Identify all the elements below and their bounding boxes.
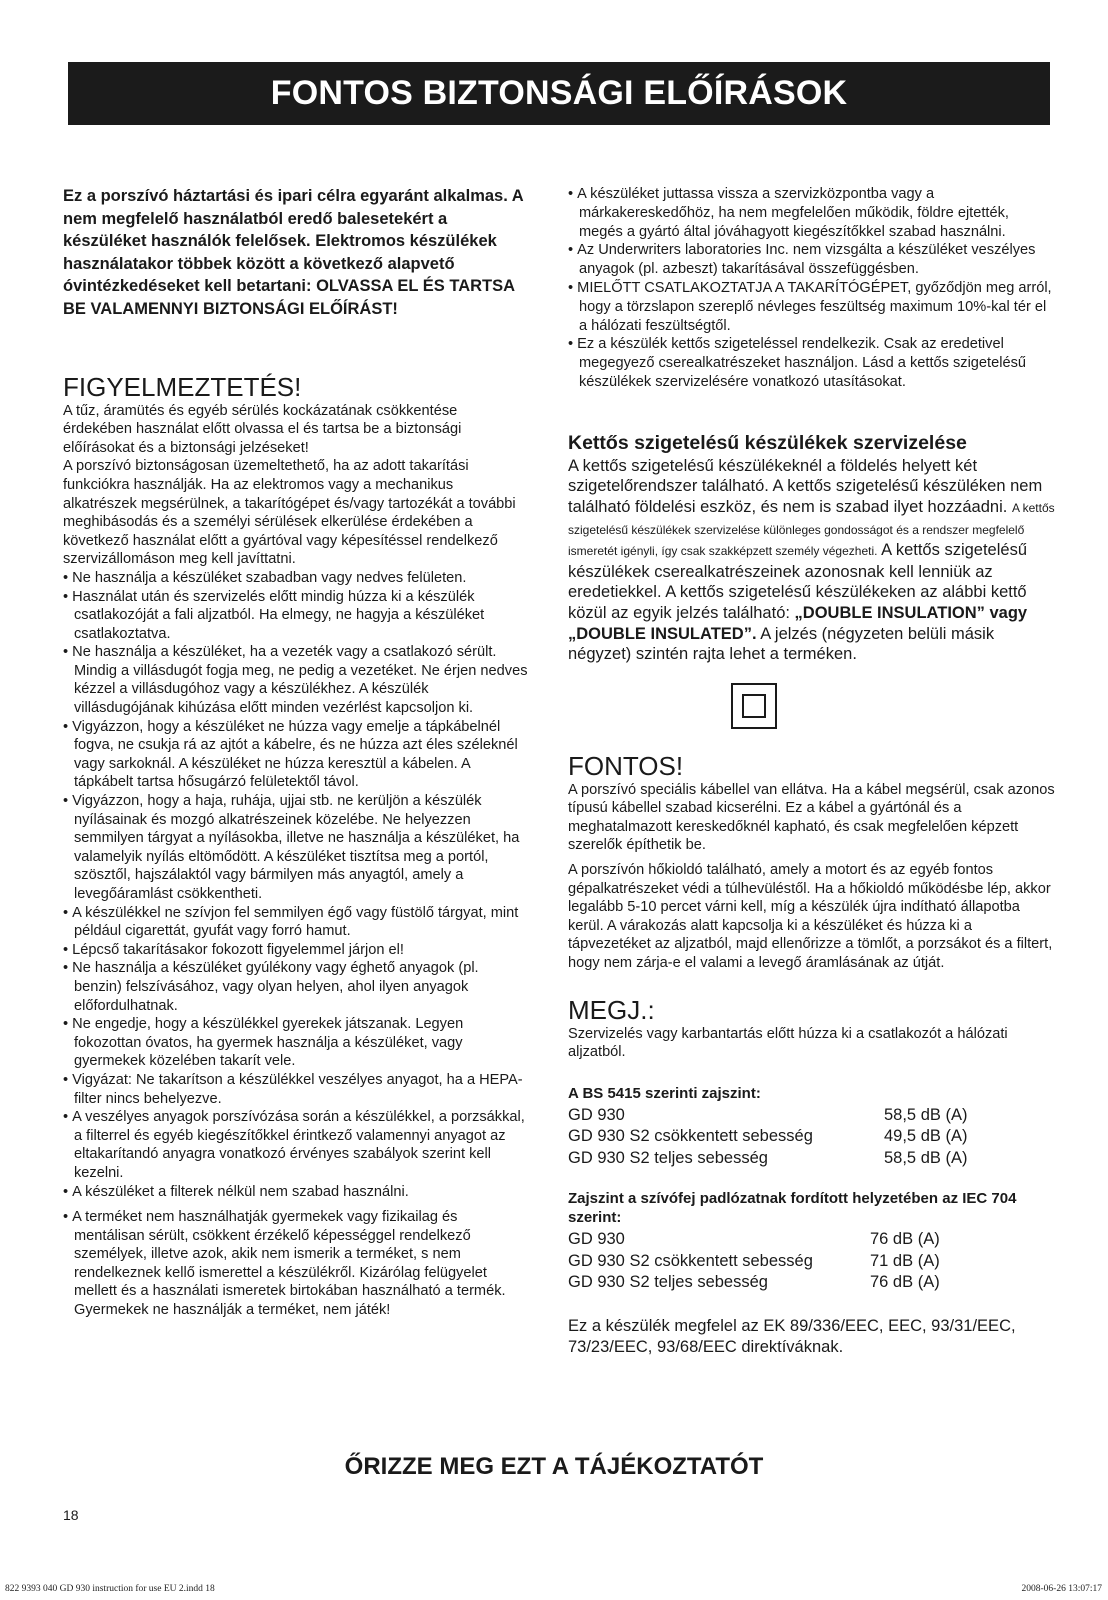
print-slug-date: 2008-06-26 13:07:17 xyxy=(1021,1584,1102,1594)
noise-value: 71 dB (A) xyxy=(870,1251,940,1270)
intro-paragraph: Ez a porszívó háztartási és ipari célra egyaránt alkalmas. A nem megfelelő használatból eredő balesetekért a készüléket használók felelősek. Elektromos készülékek használatakor többek között a következő alapvető óvintézkedéseket kell betartani: OLVASSA EL ÉS TARTSA BE VALAMENNYI BIZTONSÁGI ELŐÍRÁST! xyxy=(63,187,524,318)
warning-paragraph-2: A porszívó biztonságosan üzemeltethető, ha az adott takarítási funkciókra használják. Ha az elektromos vagy a mechanikus alkatrészek megsérülnek, a takarítógépet és/vagy tartozékát a további meghibásodás és a személyi sérülések elkerülése érdekében a következő használat előtt a gyártóval vagy képesítéssel rendelkező szervizállomáson meg kell javíttatni. xyxy=(63,458,516,568)
noise-model: GD 930 S2 csökkentett sebesség xyxy=(568,1251,813,1270)
warning-bullet: • Ne engedje, hogy a készülékkel gyerekek játszanak. Legyen fokozottan óvatos, ha gyermek használja a készüléket, vagy gyermekek közelében takarít vele. xyxy=(63,1015,530,1071)
warning-bullet: • Használat után és szervizelés előtt mindig húzza ki a készülék csatlakozóját a fali aljzatból. Ha elmegy, ne hagyja a készüléket csatlakoztatva. xyxy=(63,588,530,644)
right-bullet: • MIELŐTT CSATLAKOZTATJA A TAKARÍTÓGÉPET, győződjön meg arról, hogy a törzslapon szereplő névleges feszültség maximum 10%-kal tér el a hálózati feszültségtől. xyxy=(568,279,1056,335)
noise-model: GD 930 S2 teljes sebesség xyxy=(568,1273,768,1292)
noise-row xyxy=(568,1105,988,1127)
warning-bullet: • A veszélyes anyagok porszívózása során a készülékkel, a porzsákkal, a filterrel és egyéb kiegészítőkkel érintkező valamennyi anyagot az eltakarítandó anyagra vonatkozó érvényes szabályok szerint kell kezelni. xyxy=(63,1108,530,1182)
double-insulation-small-text: A kettős szigetelésű készülékek szervizelése különleges gondosságot és a rendszer megfelelő ismeretét igényli, így csak szakképzett személy végezheti. xyxy=(568,500,1055,559)
noise-model: GD 930 xyxy=(568,1105,625,1124)
double-insulation-text xyxy=(568,456,1056,665)
keep-instructions-title: ŐRIZZE MEG EZT A TÁJÉKOZTATÓT xyxy=(344,1453,764,1480)
double-insulation-heading: Kettős szigetelésű készülékek szervizelése xyxy=(568,431,967,454)
noise-model: GD 930 S2 csökkentett sebesség xyxy=(568,1127,813,1146)
directive-compliance: Ez a készülék megfelel az EK 89/336/EEC, EEC, 93/31/EEC, 73/23/EEC, 93/68/EEC direktíváknak. xyxy=(568,1316,1016,1357)
warning-heading: FIGYELMEZTETÉS! xyxy=(63,371,302,402)
warning-bullet: • Vigyázzon, hogy a készüléket ne húzza vagy emelje a tápkábelnél fogva, ne csukja rá az ajtót a kábelre, és ne húzza azt éles széleknél vagy sarkoknál. A készüléket ne húzza keresztül a kábelen. A tápkábelt tartsa hősugárzó felületektől távol. xyxy=(63,718,530,792)
warning-bullet: • A készülékkel ne szívjon fel semmilyen égő vagy füstölő tárgyat, mint például cigarettát, gyufát vagy forró hamut. xyxy=(63,904,530,941)
important-heading: FONTOS! xyxy=(568,750,684,781)
noise-value: 58,5 dB (A) xyxy=(884,1105,968,1124)
noise-row xyxy=(568,1251,988,1273)
warning-paragraph-1: A tűz, áramütés és egyéb sérülés kockázatának csökkentése érdekében használat előtt olvassa el és tartsa be a biztonsági előírásokat és a biztonsági jelzéseket! xyxy=(63,402,462,456)
double-insulation-p3: A jelzés (négyzeten belüli másik négyzet) szintén rajta lehet a terméken. xyxy=(568,624,995,664)
double-insulation-p1: A kettős szigetelésű készülékeknél a földelés helyett két szigetelőrendszer található. A kettős szigetelésű készüléken nem található földelési eszköz, és nem is szabad ilyet hozzáadni. xyxy=(568,456,1043,516)
important-paragraph-1: A porszívó speciális kábellel van ellátva. Ha a kábel megsérül, csak azonos típusú kábellel szabad kicserélni. Ez a kábel a gyártónál és a meghatalmazott kereskedőknél kapható, és csak megfelelően képzett szerelők építhetik be. xyxy=(568,781,1055,854)
note-heading: MEGJ.: xyxy=(568,994,655,1025)
noise-value: 49,5 dB (A) xyxy=(884,1127,968,1146)
warning-bullet: • A terméket nem használhatják gyermekek vagy fizikailag és mentálisan sérült, csökkent érzékelő képességgel rendelkező személyek, illetve azok, akik nem ismerik a terméket, s nem rendelkeznek kellő ismerettel a készülékről. Kizárólag felügyelet mellett és a használati ismeretek birtokában használható a termék. Gyermekek ne használják a terméket, nem játék! xyxy=(63,1208,530,1320)
double-insulation-square-icon xyxy=(731,683,777,729)
noise-model: GD 930 xyxy=(568,1230,625,1249)
right-column xyxy=(568,185,1056,1359)
noise-value: 76 dB (A) xyxy=(870,1230,940,1249)
print-slug-file: 822 9393 040 GD 930 instruction for use EU 2.indd 18 xyxy=(5,1584,215,1594)
noise-value: 58,5 dB (A) xyxy=(884,1148,968,1167)
noise-bs5415-heading: A BS 5415 szerinti zajszint: xyxy=(568,1084,761,1102)
important-paragraph-2: A porszívón hőkioldó található, amely a motort és az egyéb fontos gépalkatrészeket védi a túlhevüléstől. Ha a hőkioldó működésbe lép, akkor legalább 5-10 percet várni kell, míg a készülék újra indítható állapotba kerül. A várakozás alatt kapcsolja ki a készüléket és húzza ki a tápvezetéket az aljzatból, majd ellenőrizze a tömlőt, a porzsákot és a filtert, hogy nem zárja-e el valami a levegő áramlásának az útját. xyxy=(568,862,1053,972)
page-title-banner xyxy=(68,62,1050,125)
right-bullet: • Ez a készülék kettős szigeteléssel rendelkezik. Csak az eredetivel megegyező cserealkatrészeket használjon. Lásd a kettős szigetelésű készülékek szervizelésére vonatkozó utasításokat. xyxy=(568,335,1056,391)
double-insulation-label: „DOUBLE INSULATION” vagy „DOUBLE INSULATED”. xyxy=(568,603,1028,643)
noise-row xyxy=(568,1148,988,1170)
warning-bullet: • Ne használja a készüléket szabadban vagy nedves felületen. xyxy=(63,569,530,588)
page-title: FONTOS BIZTONSÁGI ELŐÍRÁSOK xyxy=(270,74,848,112)
noise-row xyxy=(568,1126,988,1148)
double-insulation-p2: A kettős szigetelésű készülékek cserealkatrészeinek azonosnak kell lenniük az eredetiekkel. A kettős szigetelésű készülékeken az alábbi kettő közül az egyik jelzés található: xyxy=(568,541,1027,622)
page-number: 18 xyxy=(63,1507,79,1523)
right-bullet: • Az Underwriters laboratories Inc. nem vizsgálta a készüléket veszélyes anyagok (pl. azbeszt) takarításával összefüggésben. xyxy=(568,241,1056,279)
noise-row xyxy=(568,1229,988,1251)
warning-bullet: • Ne használja a készüléket, ha a vezeték vagy a csatlakozó sérült. Mindig a villásdugót fogja meg, ne pedig a vezetéket. Ne érjen nedves kézzel a villásdugóhoz vagy a készülékhez. A készülék villásdugójának kihúzása előtt minden vezérlést kapcsoljon ki. xyxy=(63,643,530,717)
warning-bullet: • Vigyázat: Ne takarítson a készülékkel veszélyes anyagot, ha a HEPA-filter nincs behelyezve. xyxy=(63,1071,530,1108)
noise-row xyxy=(568,1272,988,1294)
noise-value: 76 dB (A) xyxy=(870,1273,940,1292)
warning-bullet: • A készüléket a filterek nélkül nem szabad használni. xyxy=(63,1183,530,1202)
noise-model: GD 930 S2 teljes sebesség xyxy=(568,1148,768,1167)
noise-iec704-heading: Zajszint a szívófej padlózatnak fordított helyzetében az IEC 704 szerint: xyxy=(568,1190,1017,1227)
note-paragraph: Szervizelés vagy karbantartás előtt húzza ki a csatlakozót a hálózati aljzatból. xyxy=(568,1025,1008,1061)
warning-bullet: • Lépcső takarításakor fokozott figyelemmel járjon el! xyxy=(63,941,530,960)
right-bullet: • A készüléket juttassa vissza a szervizközpontba vagy a márkakereskedőhöz, ha nem megfelelően működik, földre ejtették, megés a gyártó által jóváhagyott kiegészítőkkel szabad használni. xyxy=(568,185,1056,241)
warning-bullet: • Vigyázzon, hogy a haja, ruhája, ujjai stb. ne kerüljön a készülék nyílásainak és mozgó alkatrészeinek közelébe. Ne helyezzen semmilyen tárgyat a nyílásokba, illetve ne használja a készüléket, ha valamelyik nyílás eltömődött. A készüléket tisztítsa meg a portól, szösztől, hajszálaktól vagy bármilyen más anyagtól, amely a levegőáramlást csökkentheti. xyxy=(63,792,530,904)
left-column xyxy=(63,185,530,1320)
warning-bullet: • Ne használja a készüléket gyúlékony vagy éghető anyagok (pl. benzin) felszívásához, vagy olyan helyen, ahol ilyen anyagok előfordulhatnak. xyxy=(63,959,530,1015)
